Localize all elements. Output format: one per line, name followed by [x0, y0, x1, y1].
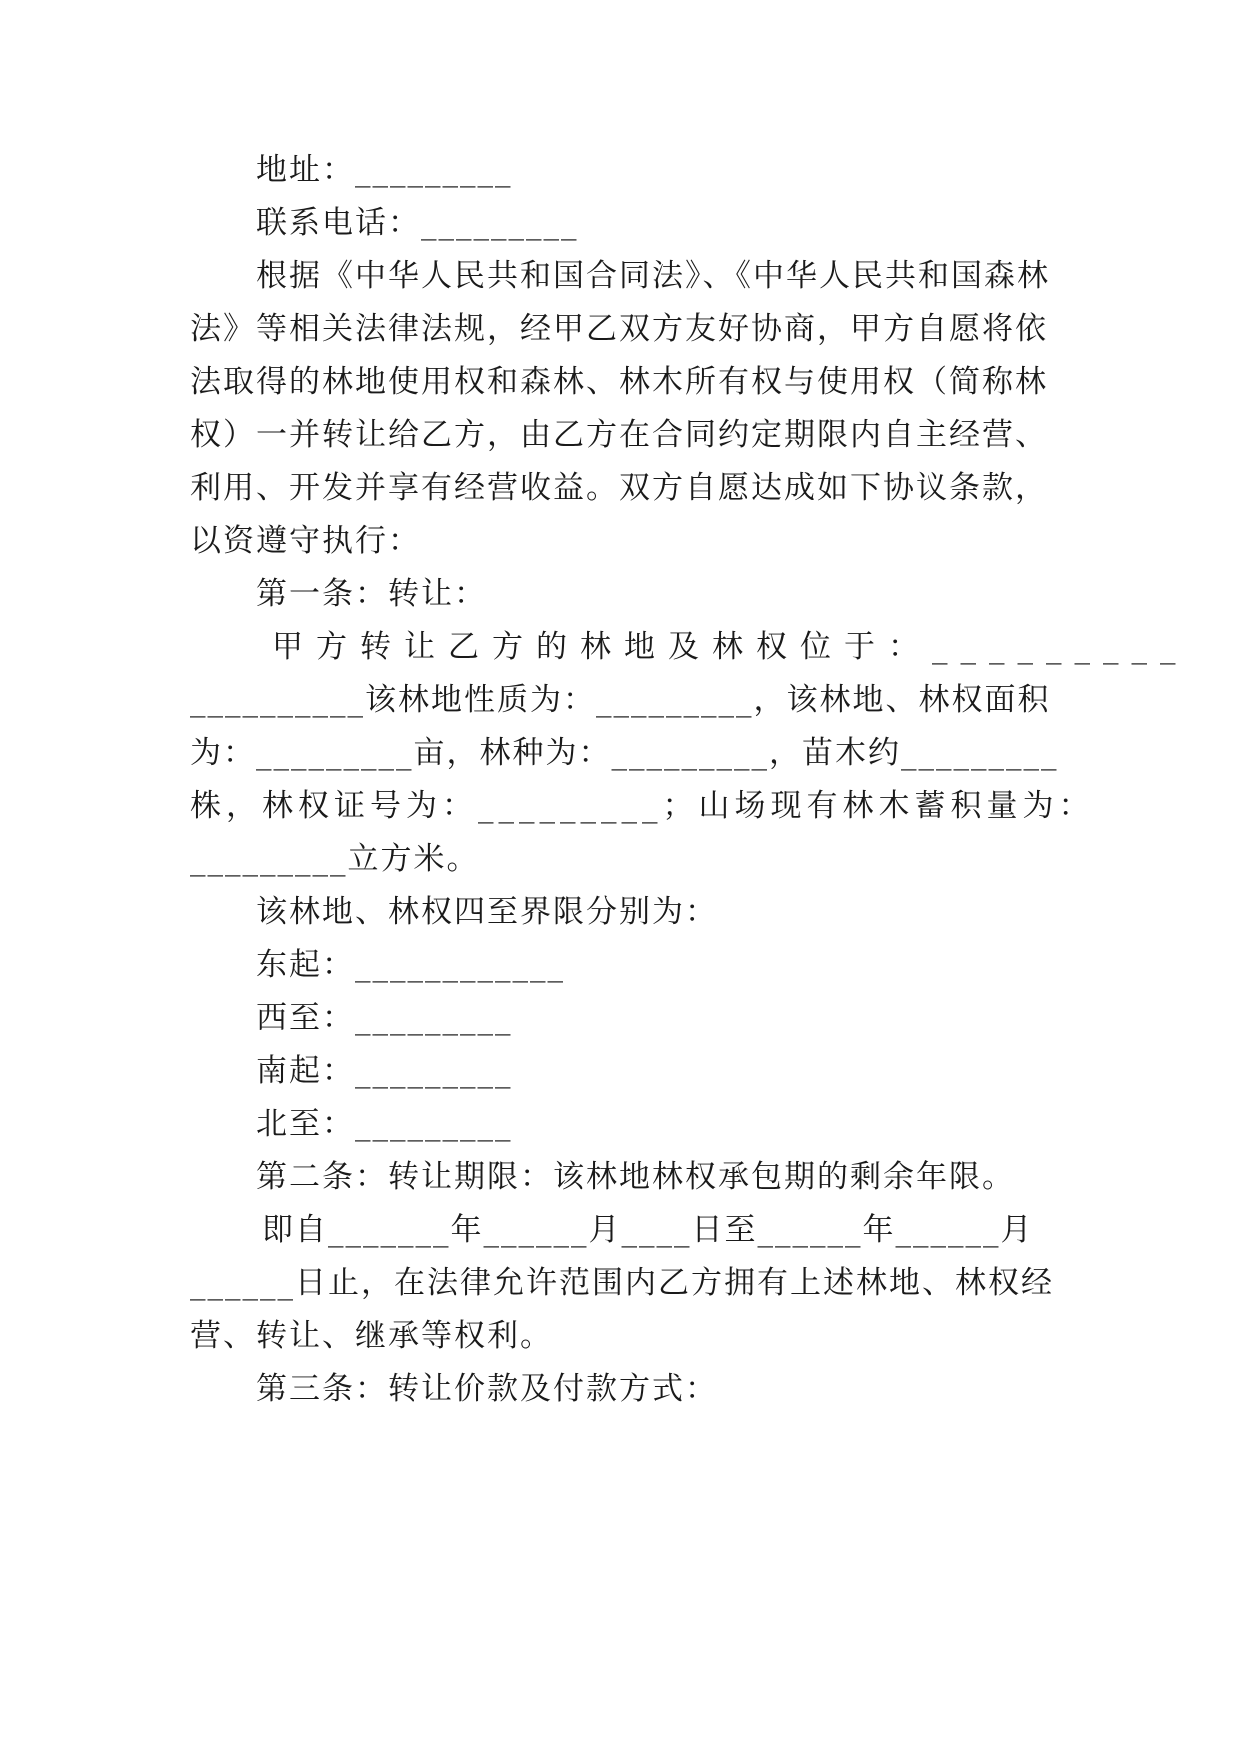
- article-2-heading: 第二条：转让期限：该林地林权承包期的剩余年限。: [256, 1159, 1015, 1195]
- boundaries-heading: 该林地、林权四至界限分别为：: [256, 894, 718, 930]
- address-line: 地址：_________: [256, 152, 513, 188]
- article-2-line-1: 即自_______年______月____日至______年______月: [262, 1212, 1034, 1248]
- article-1-line-4: 株，林权证号为：_________；山场现有林木蓄积量为：: [190, 788, 1095, 824]
- boundary-east: 东起：____________: [256, 947, 565, 983]
- preamble-line-3: 法取得的林地使用权和森林、林木所有权与使用权（简称林: [190, 364, 1048, 400]
- article-1-line-1: 甲方转让乙方的林地及林权位于：_________: [272, 629, 1189, 665]
- article-2-line-3: 营、转让、继承等权利。: [190, 1318, 553, 1354]
- preamble-line-1: 根据《中华人民共和国合同法》、《中华人民共和国森林: [256, 258, 1050, 294]
- boundary-north: 北至：_________: [256, 1106, 513, 1142]
- article-1-heading: 第一条：转让：: [256, 576, 487, 612]
- preamble-line-5: 利用、开发并享有经营收益。双方自愿达成如下协议条款，: [190, 470, 1048, 506]
- article-1-line-3: 为：_________亩，林种为：_________，苗木约_________: [190, 735, 1059, 771]
- article-1-line-2: __________该林地性质为：_________，该林地、林权面积: [190, 682, 1051, 718]
- article-1-line-5: _________立方米。: [190, 841, 480, 877]
- boundary-south: 南起：_________: [256, 1053, 513, 1089]
- article-3-heading: 第三条：转让价款及付款方式：: [256, 1371, 718, 1407]
- preamble-line-4: 权）一并转让给乙方，由乙方在合同约定期限内自主经营、: [190, 417, 1048, 453]
- preamble-line-6: 以资遵守执行：: [190, 523, 421, 559]
- preamble-line-2: 法》等相关法律法规，经甲乙双方友好协商，甲方自愿将依: [190, 311, 1048, 347]
- phone-line: 联系电话：_________: [256, 205, 579, 241]
- boundary-west: 西至：_________: [256, 1000, 513, 1036]
- article-2-line-2: ______日止，在法律允许范围内乙方拥有上述林地、林权经: [190, 1265, 1054, 1301]
